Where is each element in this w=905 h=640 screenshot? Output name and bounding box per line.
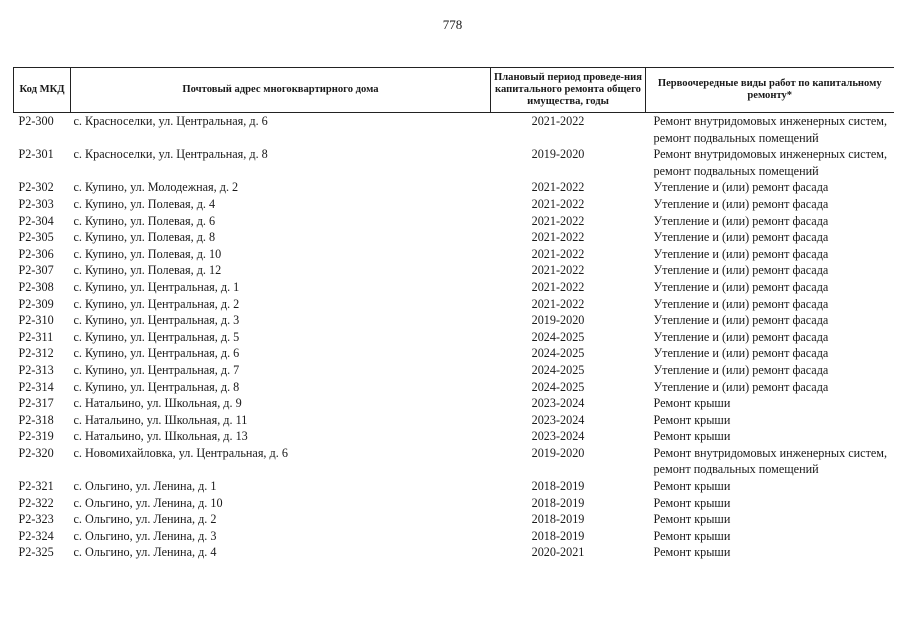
cell-address: с. Натальино, ул. Школьная, д. 9 — [73, 396, 242, 411]
cell-works: Утепление и (или) ремонт фасада — [653, 379, 829, 394]
cell-period: 2021-2022 — [531, 196, 585, 211]
cell-period: 2018-2019 — [531, 512, 585, 527]
cell-works: Утепление и (или) ремонт фасада — [653, 196, 829, 211]
cell-code: Р2-318 — [18, 412, 54, 427]
cell-period: 2018-2019 — [531, 528, 585, 543]
cell-address: с. Купино, ул. Центральная, д. 3 — [73, 313, 240, 328]
cell-works: Утепление и (или) ремонт фасада — [653, 313, 829, 328]
cell-code: Р2-317 — [18, 396, 54, 411]
cell-code: Р2-321 — [18, 479, 54, 494]
table-row — [14, 296, 894, 313]
cell-code: Р2-311 — [18, 329, 54, 344]
table-row — [14, 229, 894, 246]
cell-period: 2021-2022 — [531, 180, 585, 195]
cell-period: 2021-2022 — [531, 230, 585, 245]
table-row — [14, 279, 894, 296]
cell-address: с. Ольгино, ул. Ленина, д. 3 — [73, 528, 217, 543]
table-row — [14, 262, 894, 279]
cell-works: Утепление и (или) ремонт фасада — [653, 180, 829, 195]
cell-code: Р2-301 — [18, 147, 54, 162]
cell-address: с. Купино, ул. Центральная, д. 2 — [73, 296, 240, 311]
cell-address: с. Купино, ул. Полевая, д. 8 — [73, 230, 216, 245]
table-row — [14, 362, 894, 379]
table-row — [14, 544, 894, 561]
cell-code: Р2-310 — [18, 313, 54, 328]
cell-period: 2023-2024 — [531, 396, 585, 411]
cell-code: Р2-306 — [18, 246, 54, 261]
cell-works: Ремонт крыши — [653, 479, 731, 494]
cell-code: Р2-303 — [18, 196, 54, 211]
cell-works: Ремонт внутридомовых инженерных систем, ремонт подвальных помещений — [653, 114, 888, 145]
cell-address: с. Натальино, ул. Школьная, д. 13 — [73, 429, 248, 444]
cell-works: Утепление и (или) ремонт фасада — [653, 230, 829, 245]
cell-works: Ремонт внутридомовых инженерных систем, ремонт подвальных помещений — [653, 445, 888, 477]
cell-code: Р2-304 — [18, 213, 54, 228]
table-row — [14, 428, 894, 445]
header-period: Плановый период проведе-ния капитального ремонта общего имущества, годы — [491, 68, 646, 113]
cell-period: 2019-2020 — [531, 445, 585, 460]
table-row — [14, 395, 894, 412]
header-code: Код МКД — [14, 68, 71, 113]
table-body — [14, 113, 894, 562]
cell-period: 2018-2019 — [531, 495, 585, 510]
table-row — [14, 146, 894, 179]
cell-address: с. Красноселки, ул. Центральная, д. 8 — [73, 147, 268, 162]
cell-address: с. Купино, ул. Центральная, д. 5 — [73, 329, 240, 344]
table-row — [14, 495, 894, 512]
table-row — [14, 379, 894, 396]
cell-address: с. Купино, ул. Центральная, д. 6 — [73, 346, 240, 361]
cell-code: Р2-313 — [18, 362, 54, 377]
cell-works: Ремонт крыши — [653, 412, 731, 427]
cell-works: Утепление и (или) ремонт фасада — [653, 279, 829, 294]
cell-address: с. Новомихайловка, ул. Центральная, д. 6 — [73, 445, 288, 460]
cell-code: Р2-314 — [18, 379, 54, 394]
cell-code: Р2-323 — [18, 512, 54, 527]
table-row — [14, 312, 894, 329]
table-row — [14, 196, 894, 213]
cell-works: Ремонт крыши — [653, 396, 731, 411]
cell-address: с. Купино, ул. Полевая, д. 4 — [73, 196, 216, 211]
header-address: Почтовый адрес многоквартирного дома — [71, 68, 491, 113]
cell-period: 2024-2025 — [531, 379, 585, 394]
table-row — [14, 511, 894, 528]
page-number: 778 — [442, 17, 463, 32]
cell-code: Р2-325 — [18, 545, 54, 560]
cell-code: Р2-324 — [18, 528, 54, 543]
table-header — [14, 68, 894, 113]
cell-code: Р2-302 — [18, 180, 54, 195]
cell-works: Утепление и (или) ремонт фасада — [653, 329, 829, 344]
cell-works: Утепление и (или) ремонт фасада — [653, 246, 829, 261]
cell-works: Ремонт крыши — [653, 512, 731, 527]
cell-period: 2020-2021 — [531, 545, 585, 560]
table-row — [14, 246, 894, 263]
cell-period: 2021-2022 — [531, 279, 585, 294]
table-row — [14, 445, 894, 478]
cell-period: 2024-2025 — [531, 362, 585, 377]
header-works: Первоочередные виды работ по капитальному ремонту* — [646, 68, 894, 113]
cell-works: Утепление и (или) ремонт фасада — [653, 296, 829, 311]
cell-period: 2021-2022 — [531, 114, 585, 128]
cell-address: с. Натальино, ул. Школьная, д. 11 — [73, 412, 248, 427]
cell-code: Р2-308 — [18, 279, 54, 294]
table-row — [14, 528, 894, 545]
cell-works: Ремонт крыши — [653, 545, 731, 560]
cell-period: 2021-2022 — [531, 213, 585, 228]
cell-works: Ремонт крыши — [653, 429, 731, 444]
table-row — [14, 213, 894, 230]
cell-period: 2021-2022 — [531, 263, 585, 278]
cell-code: Р2-309 — [18, 296, 54, 311]
cell-code: Р2-319 — [18, 429, 54, 444]
table-row — [14, 329, 894, 346]
cell-code: Р2-322 — [18, 495, 54, 510]
cell-works: Утепление и (или) ремонт фасада — [653, 362, 829, 377]
cell-period: 2024-2025 — [531, 346, 585, 361]
cell-address: с. Купино, ул. Центральная, д. 8 — [73, 379, 240, 394]
table-row — [14, 113, 894, 147]
cell-period: 2024-2025 — [531, 329, 585, 344]
cell-code: Р2-307 — [18, 263, 54, 278]
cell-period: 2021-2022 — [531, 296, 585, 311]
cell-address: с. Ольгино, ул. Ленина, д. 2 — [73, 512, 217, 527]
table-row — [14, 478, 894, 495]
cell-period: 2023-2024 — [531, 412, 585, 427]
cell-address: с. Купино, ул. Полевая, д. 10 — [73, 246, 222, 261]
cell-address: с. Купино, ул. Полевая, д. 6 — [73, 213, 216, 228]
cell-works: Утепление и (или) ремонт фасада — [653, 346, 829, 361]
table-row — [14, 412, 894, 429]
cell-address: с. Купино, ул. Молодежная, д. 2 — [73, 180, 239, 195]
cell-period: 2019-2020 — [531, 313, 585, 328]
cell-works: Ремонт крыши — [653, 528, 731, 543]
table-row — [14, 179, 894, 196]
cell-code: Р2-300 — [18, 114, 54, 128]
cell-period: 2021-2022 — [531, 246, 585, 261]
cell-period: 2018-2019 — [531, 479, 585, 494]
cell-code: Р2-320 — [18, 445, 54, 460]
cell-works: Утепление и (или) ремонт фасада — [653, 263, 829, 278]
cell-period: 2019-2020 — [531, 147, 585, 162]
table-row — [14, 345, 894, 362]
cell-works: Утепление и (или) ремонт фасада — [653, 213, 829, 228]
cell-address: с. Красноселки, ул. Центральная, д. 6 — [73, 114, 268, 128]
cell-code: Р2-305 — [18, 230, 54, 245]
cell-address: с. Ольгино, ул. Ленина, д. 10 — [73, 495, 223, 510]
cell-address: с. Купино, ул. Центральная, д. 1 — [73, 279, 240, 294]
capital-repair-table — [13, 67, 894, 561]
cell-works: Ремонт внутридомовых инженерных систем, ремонт подвальных помещений — [653, 147, 888, 178]
cell-works: Ремонт крыши — [653, 495, 731, 510]
cell-address: с. Ольгино, ул. Ленина, д. 1 — [73, 479, 217, 494]
cell-address: с. Купино, ул. Полевая, д. 12 — [73, 263, 222, 278]
cell-address: с. Ольгино, ул. Ленина, д. 4 — [73, 545, 217, 560]
cell-address: с. Купино, ул. Центральная, д. 7 — [73, 362, 240, 377]
cell-period: 2023-2024 — [531, 429, 585, 444]
cell-code: Р2-312 — [18, 346, 54, 361]
